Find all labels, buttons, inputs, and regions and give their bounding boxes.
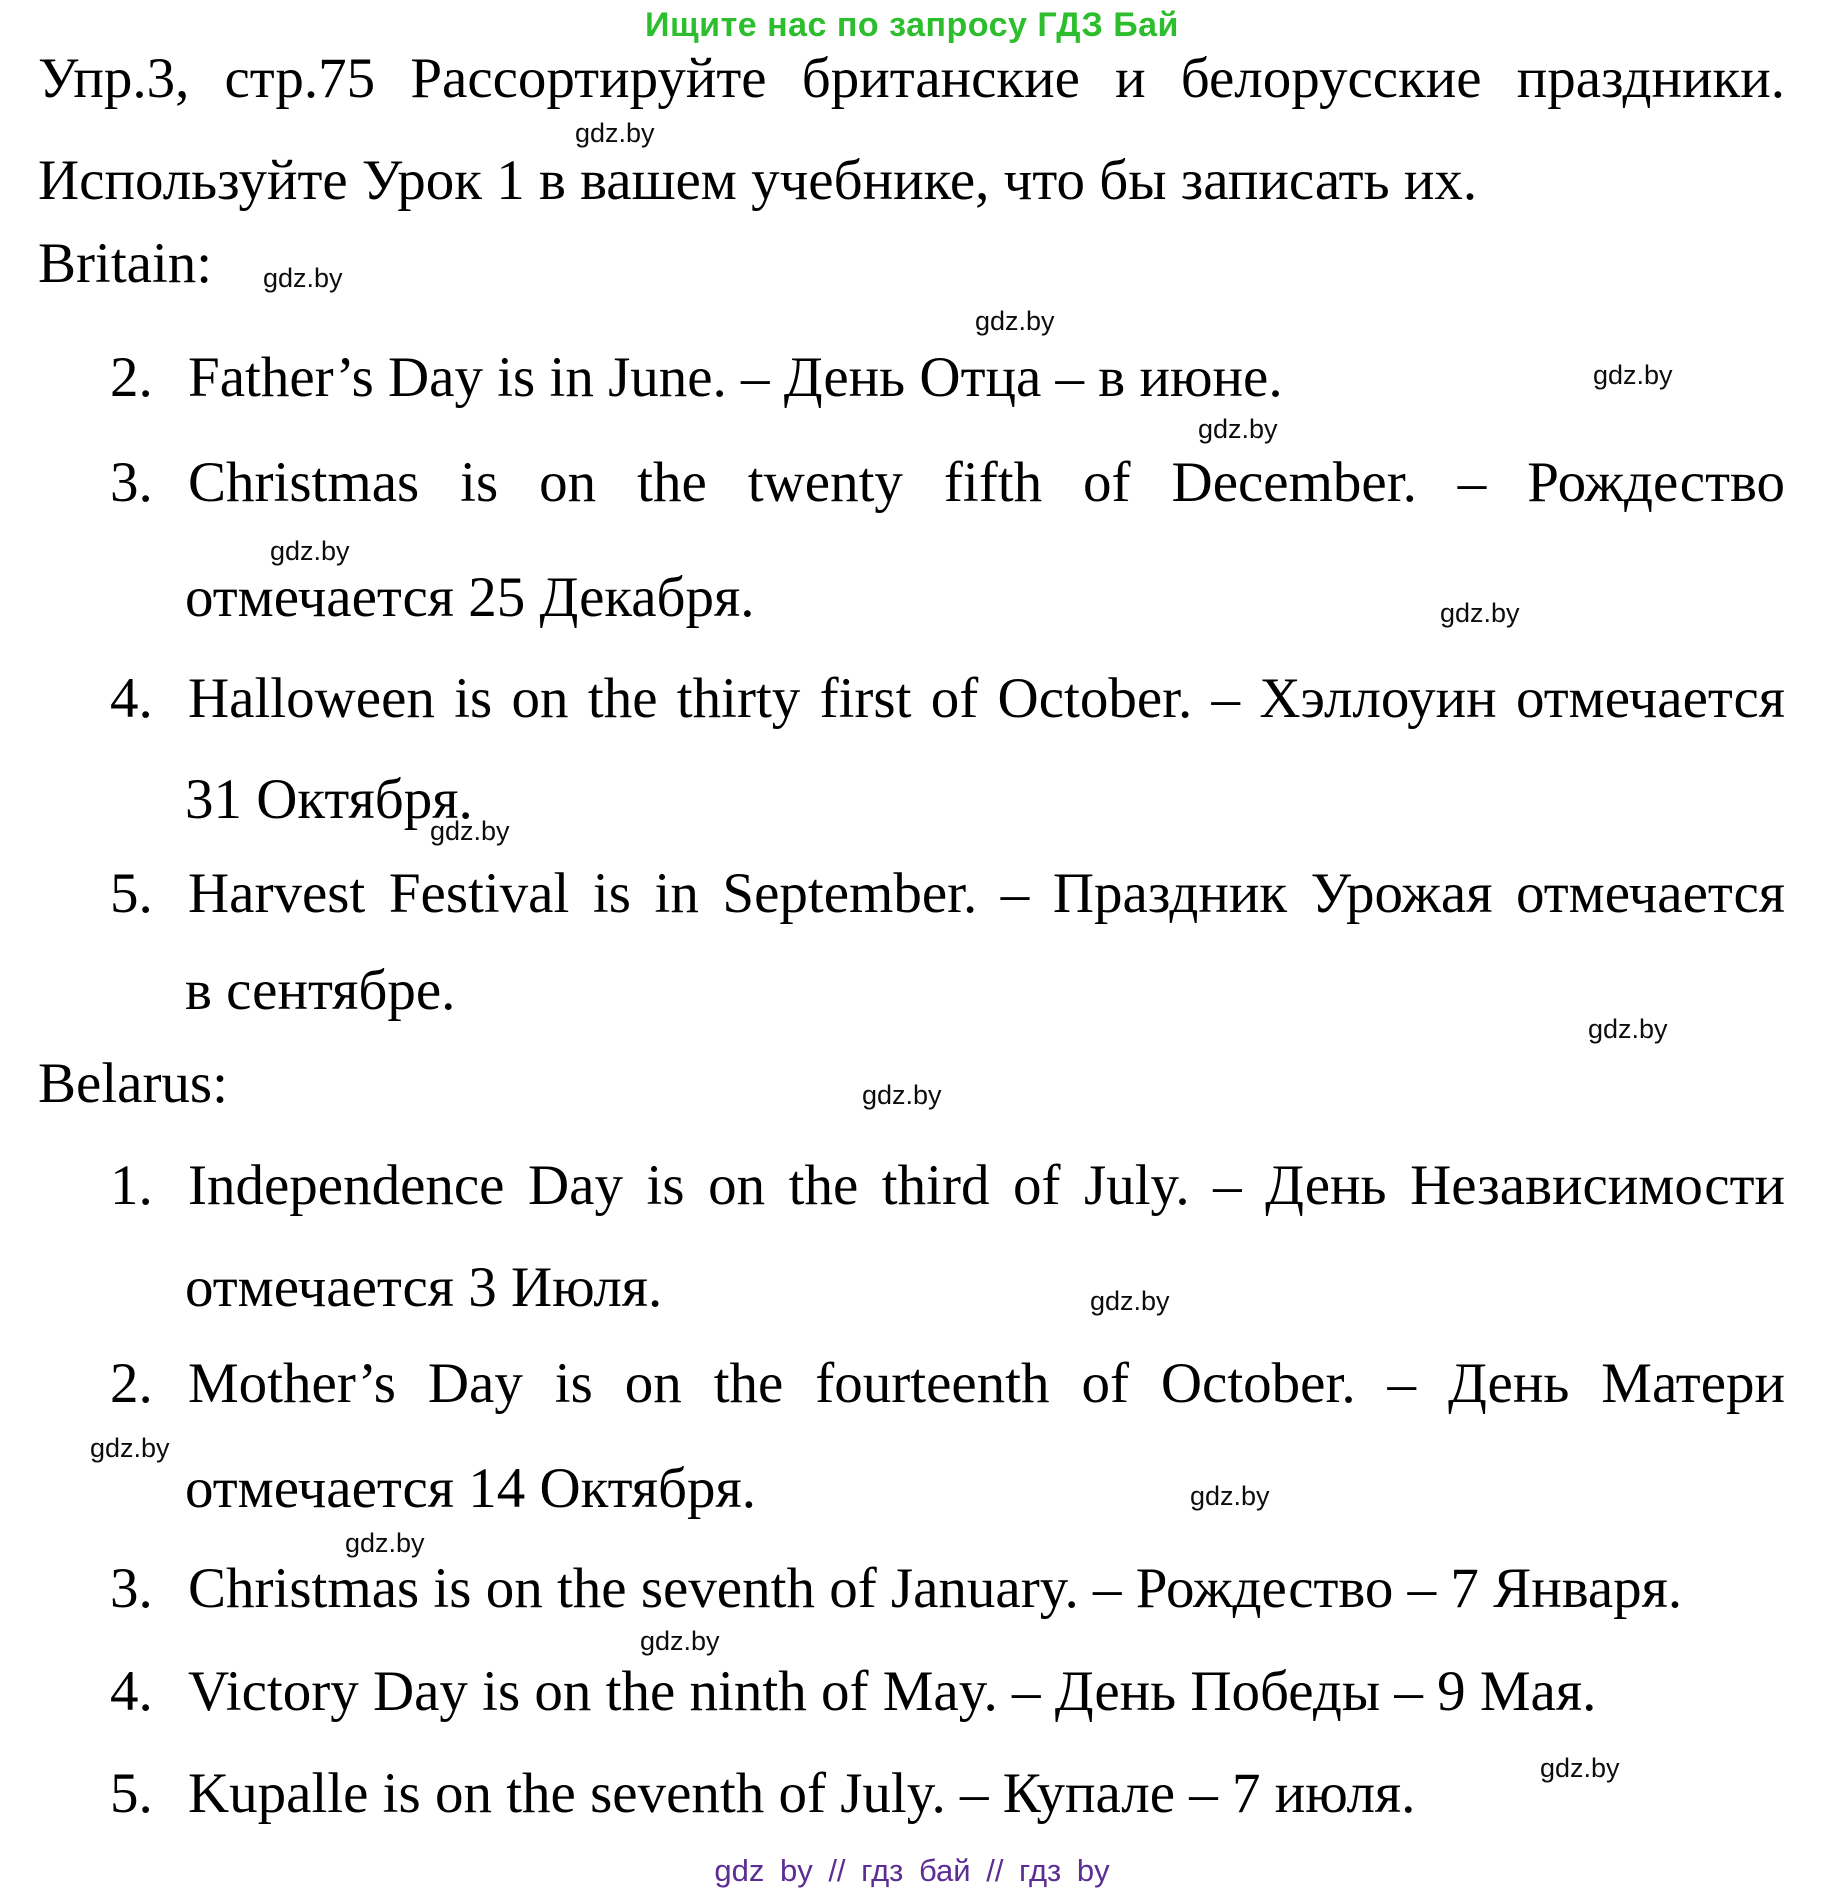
britain-section-label: Britain: xyxy=(38,232,213,295)
britain-item-5-continuation: в сентябре. xyxy=(185,959,456,1022)
item-number: 3. xyxy=(110,1557,153,1620)
belarus-item-4 xyxy=(110,1660,1785,1723)
item-number: 4. xyxy=(110,667,153,730)
gdzby-watermark: gdz.by xyxy=(430,816,510,846)
item-number: 5. xyxy=(110,1762,153,1825)
belarus-item-5 xyxy=(110,1762,1785,1825)
item-number: 3. xyxy=(110,451,153,514)
gdzby-watermark: gdz.by xyxy=(1190,1481,1270,1511)
item-text: Independence Day is on the third of July. – День Независимости xyxy=(188,1154,1785,1217)
item-text: Harvest Festival is in September. – Праздник Урожая отмечается xyxy=(188,862,1785,925)
belarus-section-label: Belarus: xyxy=(38,1052,228,1115)
footer-sitemark: gdz by // гдз бай // гдз by xyxy=(714,1853,1110,1888)
item-number: 4. xyxy=(110,1660,153,1723)
britain-item-5 xyxy=(110,862,1785,925)
item-number: 1. xyxy=(110,1154,153,1217)
gdzby-watermark: gdz.by xyxy=(575,118,655,148)
belarus-item-2 xyxy=(110,1352,1785,1415)
task-heading-line1: Упр.3, стр.75 Рассортируйте британские и белорусские праздники. xyxy=(38,47,1785,110)
promo-banner: Ищите нас по запросу ГДЗ Бай xyxy=(645,6,1179,44)
item-text: Father’s Day is in June. – День Отца – в июне. xyxy=(188,346,1283,409)
gdzby-watermark: gdz.by xyxy=(640,1626,720,1656)
belarus-item-3 xyxy=(110,1557,1785,1620)
item-text: Christmas is on the twenty fifth of December. – Рождество xyxy=(188,451,1785,514)
gdzby-watermark: gdz.by xyxy=(90,1433,170,1463)
item-number: 2. xyxy=(110,1352,153,1415)
item-text: Mother’s Day is on the fourteenth of October. – День Матери xyxy=(188,1352,1785,1415)
item-text: Kupalle is on the seventh of July. – Купале – 7 июля. xyxy=(188,1762,1416,1825)
gdzby-watermark: gdz.by xyxy=(1593,360,1673,390)
britain-item-2 xyxy=(110,346,1785,409)
item-text: Halloween is on the thirty first of October. – Хэллоуин отмечается xyxy=(188,667,1785,730)
belarus-item-1 xyxy=(110,1154,1785,1217)
gdzby-watermark: gdz.by xyxy=(862,1080,942,1110)
gdzby-watermark: gdz.by xyxy=(1198,414,1278,444)
britain-item-4 xyxy=(110,667,1785,730)
item-number: 2. xyxy=(110,346,153,409)
britain-item-4-continuation: 31 Октября. xyxy=(185,768,473,831)
gdzby-watermark: gdz.by xyxy=(1440,598,1520,628)
item-text: Victory Day is on the ninth of May. – День Победы – 9 Мая. xyxy=(188,1660,1597,1723)
gdzby-watermark: gdz.by xyxy=(263,263,343,293)
gdzby-watermark: gdz.by xyxy=(270,536,350,566)
gdzby-watermark: gdz.by xyxy=(975,306,1055,336)
britain-item-3 xyxy=(110,451,1785,514)
britain-item-3-continuation: отмечается 25 Декабря. xyxy=(185,566,755,629)
item-text: Christmas is on the seventh of January. – Рождество – 7 Января. xyxy=(188,1557,1683,1620)
belarus-item-1-continuation: отмечается 3 Июля. xyxy=(185,1256,663,1319)
gdzby-watermark: gdz.by xyxy=(345,1528,425,1558)
item-number: 5. xyxy=(110,862,153,925)
gdzby-watermark: gdz.by xyxy=(1588,1014,1668,1044)
belarus-item-2-continuation: отмечается 14 Октября. xyxy=(185,1457,756,1520)
gdzby-watermark: gdz.by xyxy=(1090,1286,1170,1316)
task-heading-line2: Используйте Урок 1 в вашем учебнике, что бы записать их. xyxy=(38,149,1478,212)
gdzby-watermark: gdz.by xyxy=(1540,1753,1620,1783)
